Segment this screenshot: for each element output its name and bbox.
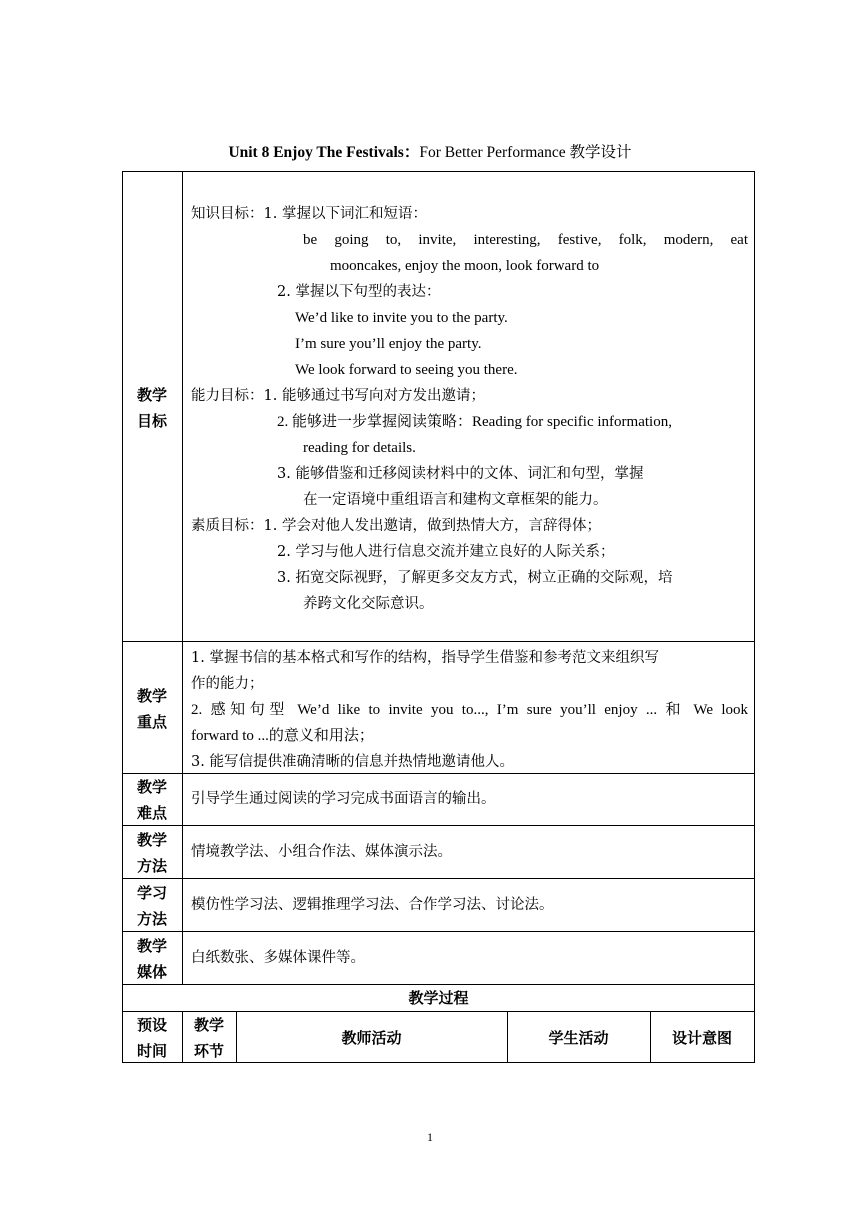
learning-method-label: 学习 方法 <box>136 884 167 928</box>
knowledge-objective-line: 知识目标：1. 掌握以下词汇和短语： <box>191 206 427 222</box>
key-points-label: 教学 重点 <box>136 687 167 731</box>
difficulty-label: 教学 难点 <box>136 778 167 822</box>
col-preset-time: 预设 时间 <box>136 1016 167 1060</box>
quality-2-line: 2. 学习与他人进行信息交流并建立良好的人际关系； <box>277 544 615 560</box>
objectives-label: 教学 目标 <box>136 386 167 430</box>
sentence-1: We’d like to invite you to the party. <box>295 310 508 326</box>
ability-2-cont: reading for details. <box>303 440 416 456</box>
title-bold: Unit 8 Enjoy The Festivals： <box>228 144 420 161</box>
ability-2-line: 2. 能够进一步掌握阅读策略：Reading for specific information, <box>277 414 672 430</box>
difficulty-text: 引导学生通过阅读的学习完成书面语言的输出。 <box>191 791 496 807</box>
media-text: 白纸数张、多媒体课件等。 <box>191 950 365 966</box>
document-title <box>0 140 860 162</box>
ability-3-cont: 在一定语境中重组语言和建构文章框架的能力。 <box>303 492 608 508</box>
vocab-line-2: mooncakes, enjoy the moon, look forward to <box>330 258 600 274</box>
quality-objective-line: 素质目标：1. 学会对他人发出邀请，做到热情大方，言辞得体； <box>191 518 601 534</box>
sentence-3: We look forward to seeing you there. <box>295 362 518 378</box>
ability-objective-line: 能力目标：1. 能够通过书写向对方发出邀请； <box>191 388 485 404</box>
process-heading: 教学过程 <box>408 989 469 1007</box>
key-point-line: 作的能力； <box>191 676 264 692</box>
quality-3-cont: 养跨文化交际意识。 <box>303 596 434 612</box>
key-point-line: 3. 能写信提供准确清晰的信息并热情地邀请他人。 <box>191 754 514 770</box>
key-point-line: 2. 感知句型 We’d like to invite you to..., I’m sure you’ll enjoy ... 和 We look <box>191 702 748 718</box>
col-student-activity: 学生活动 <box>548 1029 609 1047</box>
quality-3-line: 3. 拓宽交际视野，了解更多交友方式，树立正确的交际观，培 <box>277 570 673 586</box>
sentence-2: I’m sure you’ll enjoy the party. <box>295 336 482 352</box>
page-number: 1 <box>427 1130 433 1144</box>
key-point-line: 1. 掌握书信的基本格式和写作的结构，指导学生借鉴和参考范文来组织写 <box>191 650 659 666</box>
teaching-method-label: 教学 方法 <box>136 831 167 875</box>
learning-method-text: 模仿性学习法、逻辑推理学习法、合作学习法、讨论法。 <box>191 897 554 913</box>
title-normal: For Better Performance 教学设计 <box>419 144 632 161</box>
vocab-line-1: be going to, invite, interesting, festive, folk, modern, eat <box>303 232 748 248</box>
key-point-line: forward to ...的意义和用法； <box>191 728 374 744</box>
ability-3-line: 3. 能够借鉴和迁移阅读材料中的文体、词汇和句型，掌握 <box>277 466 644 482</box>
col-teacher-activity: 教师活动 <box>341 1029 402 1047</box>
col-design-intent: 设计意图 <box>671 1029 732 1047</box>
sentence-pattern-line: 2. 掌握以下句型的表达： <box>277 284 441 300</box>
teaching-method-text: 情境教学法、小组合作法、媒体演示法。 <box>191 844 452 860</box>
media-label: 教学 媒体 <box>136 937 167 981</box>
col-teaching-stage: 教学 环节 <box>193 1016 224 1060</box>
